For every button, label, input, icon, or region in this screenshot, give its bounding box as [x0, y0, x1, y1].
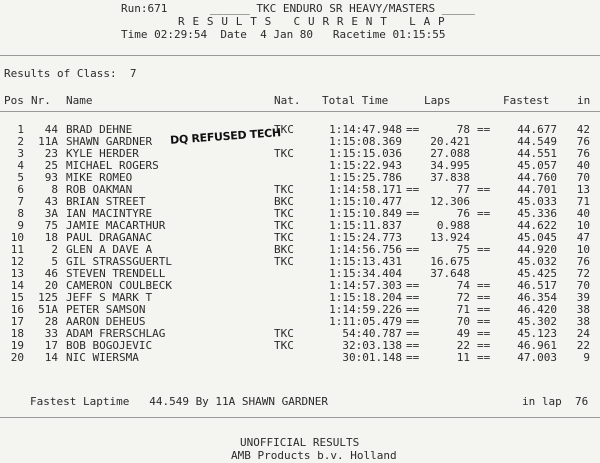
cell-time: 1:15:08.369 [329, 135, 402, 148]
cell-time-mark: == [406, 303, 420, 316]
cell-pos: 6 [17, 183, 24, 196]
fastest-in-lap: in lap 76 [522, 395, 589, 408]
cell-nr: 18 [44, 231, 58, 244]
cell-in: 22 [576, 339, 590, 352]
cell-name: SHAWN GARDNER [66, 135, 153, 148]
cell-fastest: 45.425 [517, 267, 557, 280]
cell-time: 1:15:25.786 [329, 171, 402, 184]
cell-fastest: 44.677 [517, 123, 557, 136]
cell-time-mark: == [406, 291, 420, 304]
cell-name: JEFF S MARK T [66, 291, 153, 304]
cell-name: BOB BOGOJEVIC [66, 339, 153, 352]
cell-nr: 17 [44, 339, 58, 352]
cell-nr: 46 [44, 267, 58, 280]
cell-laps-mark: == [477, 303, 491, 316]
cell-time-mark: == [406, 243, 420, 256]
cell-in: 70 [576, 171, 590, 184]
cell-time: 1:15:10.477 [329, 195, 402, 208]
cell-in: 40 [576, 159, 590, 172]
cell-name: CAMERON COULBECK [66, 279, 172, 292]
fastest-laptime-line: Fastest Laptime 44.549 By 11A SHAWN GARDNER [30, 395, 329, 408]
cell-laps: 49 [456, 327, 470, 340]
cell-time: 1:14:56.756 [329, 243, 402, 256]
cell-nr: 33 [44, 327, 58, 340]
cell-laps: 27.088 [430, 147, 470, 160]
cell-time: 1:15:34.404 [329, 267, 402, 280]
cell-laps: 13.924 [430, 231, 470, 244]
cell-fastest: 47.003 [517, 351, 557, 364]
cell-pos: 5 [17, 171, 24, 184]
cell-time: 1:15:11.837 [329, 219, 402, 232]
col-nat: Nat. [274, 94, 301, 107]
cell-time: 1:15:10.849 [329, 207, 402, 220]
cell-nr: 5 [51, 255, 58, 268]
unofficial-label: UNOFFICIAL RESULTS [240, 436, 360, 449]
cell-time: 32:03.138 [342, 339, 402, 352]
cell-in: 13 [576, 183, 590, 196]
cell-in: 38 [576, 315, 590, 328]
cell-name: STEVEN TRENDELL [66, 267, 166, 280]
cell-name: PAUL DRAGANAC [66, 231, 153, 244]
cell-in: 76 [576, 255, 590, 268]
cell-laps-mark: == [477, 327, 491, 340]
cell-time: 1:11:05.479 [329, 315, 402, 328]
cell-nat: TKC [274, 123, 294, 136]
cell-name: JAMIE MACARTHUR [66, 219, 166, 232]
cell-nr: 11A [38, 135, 58, 148]
cell-time-mark: == [406, 123, 420, 136]
cell-in: 24 [576, 327, 590, 340]
cell-time-mark: == [406, 207, 420, 220]
cell-laps: 78 [456, 123, 470, 136]
cell-laps-mark: == [477, 339, 491, 352]
cell-fastest: 45.045 [517, 231, 557, 244]
cell-name: ROB OAKMAN [66, 183, 133, 196]
cell-nat: TKC [274, 255, 294, 268]
cell-time-mark: == [406, 327, 420, 340]
cell-pos: 10 [10, 231, 24, 244]
cell-laps: 11 [456, 351, 470, 364]
cell-in: 9 [583, 351, 590, 364]
cell-laps-mark: == [477, 315, 491, 328]
cell-name: AARON DEHEUS [66, 315, 146, 328]
divider-footer [0, 417, 600, 418]
cell-in: 47 [576, 231, 590, 244]
cell-nr: 28 [44, 315, 58, 328]
cell-laps: 16.675 [430, 255, 470, 268]
cell-in: 72 [576, 267, 590, 280]
cell-nr: 25 [44, 159, 58, 172]
cell-nr: 93 [44, 171, 58, 184]
cell-in: 76 [576, 147, 590, 160]
cell-name: IAN MACINTYRE [66, 207, 153, 220]
cell-pos: 2 [17, 135, 24, 148]
cell-pos: 16 [10, 303, 24, 316]
cell-time-mark: == [406, 315, 420, 328]
cell-pos: 13 [10, 267, 24, 280]
cell-laps-mark: == [477, 207, 491, 220]
cell-fastest: 44.920 [517, 243, 557, 256]
cell-fastest: 44.760 [517, 171, 557, 184]
cell-fastest: 46.961 [517, 339, 557, 352]
cell-in: 76 [576, 135, 590, 148]
cell-name: NIC WIERSMA [66, 351, 139, 364]
handwritten-note: DQ REFUSED TECH [169, 126, 282, 147]
cell-laps: 0.988 [436, 219, 470, 232]
column-header-row [0, 95, 600, 107]
cell-in: 40 [576, 207, 590, 220]
cell-pos: 11 [10, 243, 24, 256]
cell-pos: 8 [17, 207, 24, 220]
cell-name: GIL STRASSGUERTL [66, 255, 172, 268]
cell-fastest: 44.622 [517, 219, 557, 232]
cell-pos: 17 [10, 315, 24, 328]
cell-in: 70 [576, 279, 590, 292]
cell-name: KYLE HERDER [66, 147, 139, 160]
cell-time: 1:15:15.036 [329, 147, 402, 160]
cell-nat: TKC [274, 147, 294, 160]
cell-pos: 4 [17, 159, 24, 172]
col-fastest: Fastest [503, 94, 550, 107]
table-row [0, 352, 600, 364]
cell-fastest: 45.033 [517, 195, 557, 208]
class-label: Results of Class: 7 [4, 67, 137, 80]
cell-name: GLEN A DAVE A [66, 243, 153, 256]
cell-time-mark: == [406, 339, 420, 352]
cell-pos: 12 [10, 255, 24, 268]
run-number: Run:671 [121, 2, 168, 15]
cell-fastest: 44.701 [517, 183, 557, 196]
cell-laps: 37.838 [430, 171, 470, 184]
cell-nat: BKC [274, 243, 294, 256]
cell-pos: 18 [10, 327, 24, 340]
cell-laps: 12.306 [430, 195, 470, 208]
cell-nat: BKC [274, 195, 294, 208]
cell-pos: 20 [10, 351, 24, 364]
cell-fastest: 44.551 [517, 147, 557, 160]
cell-laps-mark: == [477, 291, 491, 304]
cell-pos: 1 [17, 123, 24, 136]
cell-laps-mark: == [477, 183, 491, 196]
cell-fastest: 46.517 [517, 279, 557, 292]
cell-in: 39 [576, 291, 590, 304]
cell-time: 1:15:22.943 [329, 159, 402, 172]
cell-laps: 74 [456, 279, 470, 292]
cell-time: 1:14:58.171 [329, 183, 402, 196]
cell-nr: 8 [51, 183, 58, 196]
cell-nr: 2 [51, 243, 58, 256]
cell-time-mark: == [406, 279, 420, 292]
cell-in: 10 [576, 219, 590, 232]
cell-laps-mark: == [477, 351, 491, 364]
cell-time: 30:01.148 [342, 351, 402, 364]
cell-fastest: 45.123 [517, 327, 557, 340]
cell-laps: 34.995 [430, 159, 470, 172]
cell-pos: 15 [10, 291, 24, 304]
cell-in: 42 [576, 123, 590, 136]
cell-pos: 9 [17, 219, 24, 232]
divider-header [0, 111, 600, 112]
cell-laps-mark: == [477, 279, 491, 292]
cell-fastest: 44.549 [517, 135, 557, 148]
cell-nr: 44 [44, 123, 58, 136]
cell-name: MICHAEL ROGERS [66, 159, 159, 172]
cell-in: 38 [576, 303, 590, 316]
cell-pos: 7 [17, 195, 24, 208]
cell-laps: 75 [456, 243, 470, 256]
cell-fastest: 46.354 [517, 291, 557, 304]
col-nr: Nr. [31, 94, 51, 107]
time-date-racetime: Time 02:29:54 Date 4 Jan 80 Racetime 01:15:55 [121, 28, 446, 41]
cell-name: PETER SAMSON [66, 303, 146, 316]
cell-nr: 14 [44, 351, 58, 364]
cell-time: 1:15:13.431 [329, 255, 402, 268]
cell-nr: 3A [44, 207, 58, 220]
col-name: Name [66, 94, 93, 107]
cell-laps: 77 [456, 183, 470, 196]
col-laps: Laps [424, 94, 451, 107]
cell-nr: 75 [44, 219, 58, 232]
cell-nr: 20 [44, 279, 58, 292]
cell-nr: 51A [38, 303, 58, 316]
cell-pos: 19 [10, 339, 24, 352]
company-label: AMB Products b.v. Holland [231, 449, 397, 462]
col-in: in [577, 94, 591, 107]
cell-nat: TKC [274, 219, 294, 232]
cell-laps-mark: == [477, 123, 491, 136]
cell-name: BRIAN STREET [66, 195, 146, 208]
cell-time: 1:14:47.948 [329, 123, 402, 136]
cell-nr: 125 [38, 291, 58, 304]
cell-laps: 70 [456, 315, 470, 328]
cell-nr: 43 [44, 195, 58, 208]
cell-nat: TKC [274, 183, 294, 196]
cell-laps: 20.421 [430, 135, 470, 148]
cell-fastest: 45.032 [517, 255, 557, 268]
col-pos: Pos [4, 94, 24, 107]
cell-time: 1:14:59.226 [329, 303, 402, 316]
cell-laps: 71 [456, 303, 470, 316]
cell-time: 54:40.787 [342, 327, 402, 340]
cell-time: 1:15:24.773 [329, 231, 402, 244]
cell-time-mark: == [406, 351, 420, 364]
cell-time-mark: == [406, 183, 420, 196]
cell-laps: 22 [456, 339, 470, 352]
cell-laps: 76 [456, 207, 470, 220]
cell-nat: TKC [274, 339, 294, 352]
cell-name: BRAD DEHNE [66, 123, 133, 136]
cell-fastest: 45.057 [517, 159, 557, 172]
cell-laps-mark: == [477, 243, 491, 256]
cell-pos: 14 [10, 279, 24, 292]
cell-laps: 72 [456, 291, 470, 304]
cell-pos: 3 [17, 147, 24, 160]
divider-top [0, 55, 600, 56]
col-total-time: Total Time [322, 94, 389, 107]
cell-fastest: 45.336 [517, 207, 557, 220]
event-title: ______ TKC ENDURO SR HEAVY/MASTERS _____ [210, 2, 475, 15]
cell-time: 1:14:57.303 [329, 279, 402, 292]
cell-nat: TKC [274, 327, 294, 340]
cell-in: 10 [576, 243, 590, 256]
cell-name: ADAM FRERSCHLAG [66, 327, 166, 340]
cell-nr: 23 [44, 147, 58, 160]
cell-fastest: 45.302 [517, 315, 557, 328]
cell-laps: 37.648 [430, 267, 470, 280]
cell-time: 1:15:18.204 [329, 291, 402, 304]
report-subtitle: R E S U L T S C U R R E N T L A P [178, 15, 446, 28]
cell-nat: TKC [274, 207, 294, 220]
cell-nat: TKC [274, 231, 294, 244]
cell-name: MIKE ROMEO [66, 171, 133, 184]
cell-in: 71 [576, 195, 590, 208]
cell-fastest: 46.420 [517, 303, 557, 316]
